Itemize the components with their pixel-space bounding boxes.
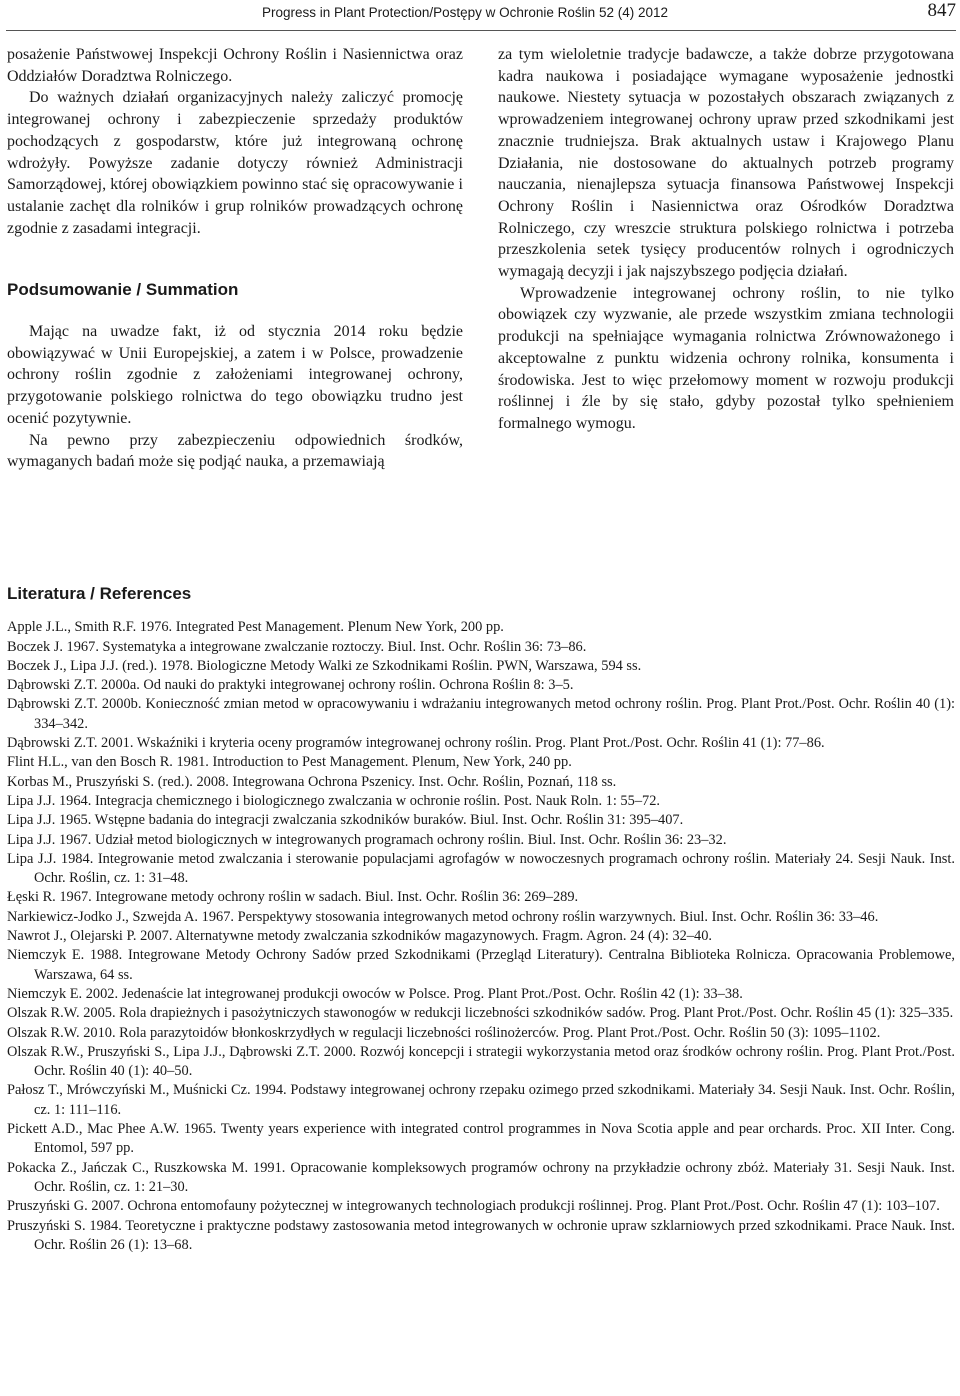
reference-item: Pruszyński G. 2007. Ochrona entomofauny pożytecznej w integrowanych technologiach produkcji roślinnej. Prog. Plant Prot./Post. Ochr. Roślin 47 (1): 103–107. [7, 1198, 940, 1215]
reference-item: Dąbrowski Z.T. 2000a. Od nauki do praktyki integrowanej ochrony roślin. Ochrona Roślin 8: 3–5. [7, 677, 574, 694]
paragraph: Do ważnych działań organizacyjnych należy zaliczyć promocję integrowanej ochrony i zabezpieczenie sprzedaży produktów pochodzących z gospodarstw, które już integrowaną ochronę wdrożyły. Powyższe zadanie dotyczy również Administracji Samorządowej, której obowiązkiem powinno stać się opracowywanie i ustalanie zachęt dla rolników i grup rolników prowadzących ochronę zgodnie z zasadami integracji. [7, 89, 463, 237]
running-header [0, 0, 960, 30]
reference-item: Flint H.L., van den Bosch R. 1981. Introduction to Pest Management. Plenum, New York, 240 pp. [7, 754, 572, 771]
reference-item: Nawrot J., Olejarski P. 2007. Alternatywne metody zwalczania szkodników magazynowych. Fragm. Agron. 24 (4): 32–40. [7, 928, 712, 945]
reference-item: Pruszyński S. 1984. Teoretyczne i praktyczne podstawy zastosowania metod integrowanych w ochronie upraw szklarniowych przed szkodnikami. Prace Nauk. Inst. Ochr. Roślin 26 (1): 13–68. [7, 1217, 955, 1253]
reference-item: Dąbrowski Z.T. 2001. Wskaźniki i kryteria oceny programów integrowanej ochrony roślin. Prog. Plant Prot./Post. Ochr. Roślin 41 (1): 77–86. [7, 735, 825, 752]
reference-item: Boczek J. 1967. Systematyka a integrowane zwalczanie roztoczy. Biul. Inst. Ochr. Roślin 36: 73–86. [7, 638, 587, 655]
journal-title: Progress in Plant Protection/Postępy w Ochronie Roślin 52 (4) 2012 [262, 5, 668, 20]
reference-item: Niemczyk E. 1988. Integrowane Metody Ochrony Sadów przed Szkodnikami (Przegląd Literatury). Centralna Biblioteka Rolnicza. Opracowania Problemowe, Warszawa, 64 ss. [7, 947, 955, 983]
paragraph: posażenie Państwowej Inspekcji Ochrony Roślin i Nasiennictwa oraz Oddziałów Doradztwa Rolniczego. [7, 46, 463, 85]
reference-item: Olszak R.W., Pruszyński S., Lipa J.J., Dąbrowski Z.T. 2000. Rozwój koncepcji i strategii wykorzystania metod oraz środków ochrony roślin. Prog. Plant Prot./Post. Ochr. Roślin 40 (1): 40–50. [7, 1043, 955, 1080]
reference-item: Olszak R.W. 2010. Rola parazytoidów błonkoskrzydłych w regulacji liczebności roślinożerców. Prog. Plant Prot./Post. Ochr. Roślin 50 (3): 1095–1102. [7, 1024, 881, 1041]
paragraph: Wprowadzenie integrowanej ochrony roślin, to nie tylko obowiązek czy wyzwanie, ale przede wszystkim zmiana technologii produkcji na spełniające wymagania rolnictwa Zrównoważonego i akceptowalne z punktu widzenia ochrony rolnika, konsumenta i środowiska. Jest to więc przełomowy moment w rozwoju produkcji roślinnej i źle by się stało, gdyby pozostał tylko spełnieniem formalnego wymogu. [498, 284, 954, 432]
reference-item: Korbas M., Pruszyński S. (red.). 2008. Integrowana Ochrona Pszenicy. Inst. Ochr. Roślin, Poznań, 118 ss. [7, 773, 617, 790]
left-column [7, 44, 463, 473]
reference-item: Olszak R.W. 2005. Rola drapieżnych i pasożytniczych stawonogów w redukcji liczebności szkodników sadów. Prog. Plant Prot./Post. Ochr. Roślin 45 (1): 325–335. [7, 1005, 954, 1022]
paragraph: za tym wieloletnie tradycje badawcze, a także dobrze przygotowana kadra naukowa i posiadające wymagane wyposażenie jednostki naukowe. Niestety sytuacja w pozostałych obszarach związanych z wprowadzeniem integrowanej ochrony upraw przed szkodnikami jest znacznie trudniejsza. Brak aktualnych ustaw i Krajowego Planu Działania, nie dostosowane do aktualnych potrzeb programy nauczania, nienajlepsza sytuacja finansowa Państwowej Inspekcji Ochrony Roślin i Nasiennictwa oraz Ośrodków Doradztwa Rolniczego, czy wreszcie struktura polskiego rolnictwa i potrzeba przeszkolenia setek tysięcy producentów rolnych i ogrodniczych wymagają decyzji i jak najszybszego podjęcia działań. [498, 46, 954, 281]
reference-item: Dąbrowski Z.T. 2000b. Konieczność zmian metod w opracowywaniu i wdrażaniu integrowanych metod ochrony roślin. Prog. Plant Prot./Post. Ochr. Roślin 40 (1): 334–342. [7, 696, 955, 732]
references-heading: Literatura / References [7, 584, 192, 603]
right-column [498, 44, 954, 435]
reference-item: Pickett A.D., Mac Phee A.W. 1965. Twenty years experience with integrated control programmes in Nova Scotia apple and pear orchards. Proc. XII Inter. Cong. Entomol, 597 pp. [7, 1121, 955, 1157]
reference-item: Niemczyk E. 2002. Jedenaście lat integrowanej produkcji owoców w Polsce. Prog. Plant Prot./Post. Ochr. Roślin 42 (1): 33–38. [7, 985, 743, 1002]
reference-item: Apple J.L., Smith R.F. 1976. Integrated Pest Management. Plenum New York, 200 pp. [7, 619, 504, 636]
reference-item: Lipa J.J. 1984. Integrowanie metod zwalczania i sterowanie populacjami agrofagów w nowoczesnych programach ochrony roślin. Materiały 24. Sesji Nauk. Inst. Ochr. Roślin, cz. 1: 31–48. [7, 850, 955, 887]
references-section [7, 584, 955, 1255]
reference-item: Lipa J.J. 1967. Udział metod biologicznych w integrowanych programach ochrony roślin. Biul. Inst. Ochr. Roślin 36: 23–32. [7, 831, 727, 848]
reference-item: Łęski R. 1967. Integrowane metody ochrony roślin w sadach. Biul. Inst. Ochr. Roślin 36: 269–289. [7, 889, 579, 906]
page-number: 847 [927, 0, 956, 21]
reference-item: Lipa J.J. 1964. Integracja chemicznego i biologicznego zwalczania w ochronie roślin. Post. Nauk Roln. 1: 55–72. [7, 792, 661, 809]
reference-item: Pokacka Z., Jańczak C., Ruszkowska M. 1991. Opracowanie kompleksowych programów ochrony na przykładzie ochrony zbóż. Materiały 31. Sesji Nauk. Inst. Ochr. Roślin, cz. 1: 21–30. [7, 1159, 955, 1195]
paragraph: Na pewno przy zabezpieczeniu odpowiednich środków, wymaganych badań może się podjąć nauka, a przemawiają [7, 431, 463, 471]
references-list [7, 618, 955, 1255]
reference-item: Pałosz T., Mrówczyński M., Muśnicki Cz. 1994. Podstawy integrowanej ochrony rzepaku ozimego przed szkodnikami. Materiały 34. Sesji Nauk. Inst. Ochr. Roślin, cz. 1: 111–116. [7, 1082, 955, 1118]
reference-item: Lipa J.J. 1965. Wstępne badania do integracji zwalczania szkodników buraków. Biul. Inst. Ochr. Roślin 31: 395–407. [7, 812, 684, 829]
header-rule [6, 30, 956, 31]
section-heading-summary: Podsumowanie / Summation [7, 280, 239, 300]
reference-item: Narkiewicz-Jodko J., Szwejda A. 1967. Perspektywy stosowania integrowanych metod ochrony roślin warzywnych. Biul. Inst. Ochr. Roślin 36: 33–46. [7, 908, 879, 925]
reference-item: Boczek J., Lipa J.J. (red.). 1978. Biologiczne Metody Walki ze Szkodnikami Roślin. PWN, Warszawa, 594 ss. [7, 657, 642, 674]
paragraph: Mając na uwadze fakt, iż od stycznia 2014 roku będzie obowiązywać w Unii Europejskiej, a zatem i w Polsce, prowadzenie ochrony roślin zgodnie z założeniami integrowanej ochrony, przygotowanie polskiego rolnictwa do tego obowiązku trudno jest ocenić pozytywnie. [7, 323, 463, 427]
